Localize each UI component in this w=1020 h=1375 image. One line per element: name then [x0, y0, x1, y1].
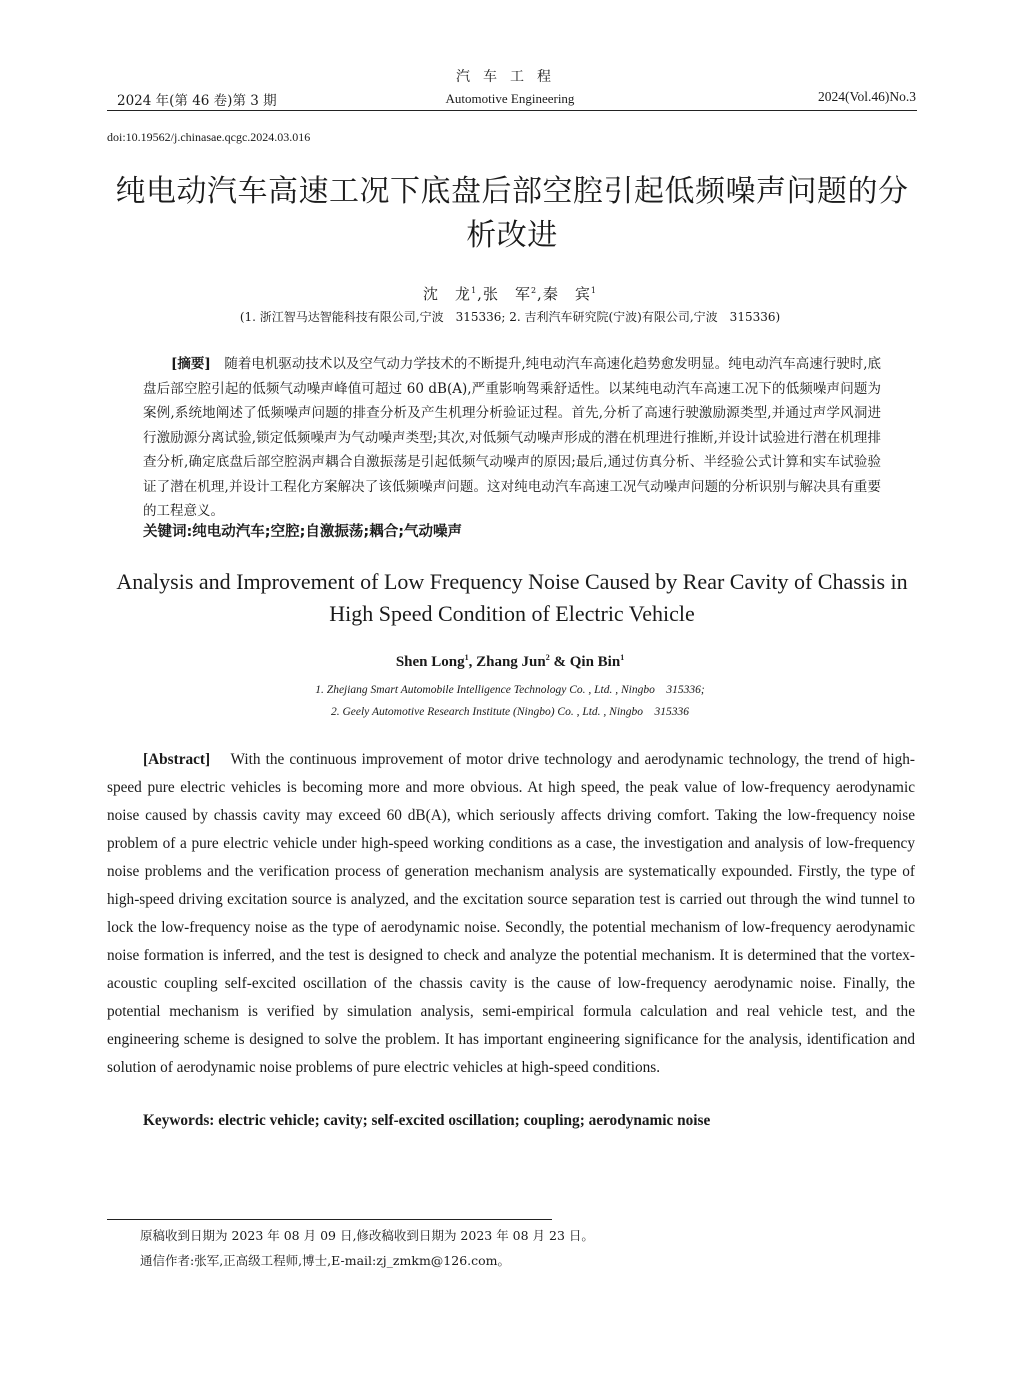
keywords-cn: 关键词:纯电动汽车;空腔;自激振荡;耦合;气动噪声 [143, 524, 462, 540]
header-rule [107, 110, 917, 111]
footnote-rule [107, 1219, 552, 1220]
author-affil-mark: 1 [590, 286, 597, 295]
author-separator: , [468, 654, 477, 670]
affiliations-cn: (1. 浙江智马达智能科技有限公司,宁波 315336; 2. 吉利汽车研究院(宁波)有限公司,宁波 315336) [239, 310, 781, 324]
journal-name-en: Automotive Engineering [445, 91, 575, 106]
title-en: Analysis and Improvement of Low Frequency Noise Caused by Rear Cavity of Chassis in High Speed Condition of Electric Vehicle [116, 569, 908, 626]
journal-name-cn: 汽车工程 [456, 69, 564, 85]
author-affil-mark: 1 [464, 653, 469, 662]
abstract-label-cn: [摘要] [171, 356, 211, 372]
author-cn: 秦 宾 [542, 285, 591, 303]
abstract-text-en: With the continuous improvement of motor drive technology and aerodynamic technology, the trend of high-speed pure electric vehicles is becoming more and more obvious. At high speed, the peak value of low-frequency aerodynamic noise caused by chassis cavity may exceed 60 dB(A), which seriously affects driving comfort. Taking the low-frequency noise problem of a pure electric vehicle under high-speed working conditions as a case, the investigation and analysis of low-frequency noise problems and the verification process of generation mechanism analysis are systematically expounded. Firstly, the type of high-speed driving excitation source is analyzed, and the excitation source separation test is carried out through the wind tunnel to lock the low-frequency noise as the type of aerodynamic noise. Secondly, the potential mechanism of low-frequency aerodynamic noise formation is inferred, and the test is designed to check and analyze the potential mechanism. It is determined that the vortex-acoustic coupling self-excited oscillation of the chassis cavity is the cause of low-frequency aerodynamic noise. Finally, the potential mechanism is verified by simulation analysis, semi-empirical formula calculation and real vehicle test, and the engineering scheme is designed to solve the problem. It has important engineering significance for the analysis, identification and solution of aerodynamic noise problems of pure electric vehicles at high-speed conditions. [107, 751, 916, 1076]
keywords-en: Keywords: electric vehicle; cavity; self-excited oscillation; coupling; aerodynamic noise [143, 1112, 711, 1129]
abstract-label-en: [Abstract] [143, 751, 211, 768]
footnote-received-date: 原稿收到日期为 2023 年 08 月 09 日,修改稿收到日期为 2023 年 08 月 23 日。 [140, 1228, 594, 1243]
author-separator: , [537, 285, 543, 303]
author-en: Zhang Jun [476, 654, 546, 670]
author-affil-mark: 2 [545, 653, 550, 662]
abstract-text-cn: 随着电机驱动技术以及空气动力学技术的不断提升,纯电动汽车高速化趋势愈发明显。纯电动汽车高速行驶时,底盘后部空腔引起的低频气动噪声峰值可超过 60 dB(A),严重影响驾乘舒适性。以某纯电动汽车高速工况下的低频噪声问题为案例,系统地阐述了低频噪声问题的排查分析及产生机理分析验证过程。首先,分析了高速行驶激励源类型,并通过声学风洞进行激励源分离试验,锁定低频噪声为气动噪声类型;其次,对低频气动噪声形成的潜在机理进行推断,并设计试验进行潜在机理排查分析,确定底盘后部空腔涡声耦合自激振荡是引起低频气动噪声的原因;最后,通过仿真分析、半经验公式计算和实车试验验证了潜在机理,并设计工程化方案解决了该低频噪声问题。这对纯电动汽车高速工况气动噪声问题的分析识别与解决具有重要的工程意义。 [143, 356, 882, 519]
author-affil-mark: 1 [620, 653, 625, 662]
author-en: Qin Bin [569, 654, 621, 670]
affiliation-en-1: 1. Zhejiang Smart Automobile Intelligence Technology Co. , Ltd. , Ningbo 315336; [315, 684, 705, 696]
abstract-cn [143, 352, 881, 524]
title-cn: 纯电动汽车高速工况下底盘后部空腔引起低频噪声问题的分析改进 [115, 174, 909, 253]
footnote-corresponding-author: 通信作者:张军,正高级工程师,博士,E-mail:zj_zmkm@126.com。 [140, 1253, 511, 1268]
affiliation-en-2: 2. Geely Automotive Research Institute (Ningbo) Co. , Ltd. , Ningbo 315336 [330, 706, 690, 718]
author-cn: 张 军 [482, 285, 531, 303]
authors-en [0, 654, 1020, 671]
abstract-en [107, 746, 915, 1082]
issue-info-en: 2024(Vol.46)No.3 [817, 89, 916, 104]
authors-cn [0, 283, 1020, 304]
doi: doi:10.19562/j.chinasae.qcgc.2024.03.016 [107, 130, 311, 144]
author-en: Shen Long [395, 654, 465, 670]
issue-info-cn: 2024 年(第 46 卷)第 3 期 [117, 93, 277, 109]
author-affil-mark: 1 [471, 286, 478, 295]
author-affil-mark: 2 [530, 286, 538, 295]
author-separator: , [477, 285, 483, 303]
author-separator: & [549, 654, 570, 670]
author-cn: 沈 龙 [423, 285, 472, 303]
